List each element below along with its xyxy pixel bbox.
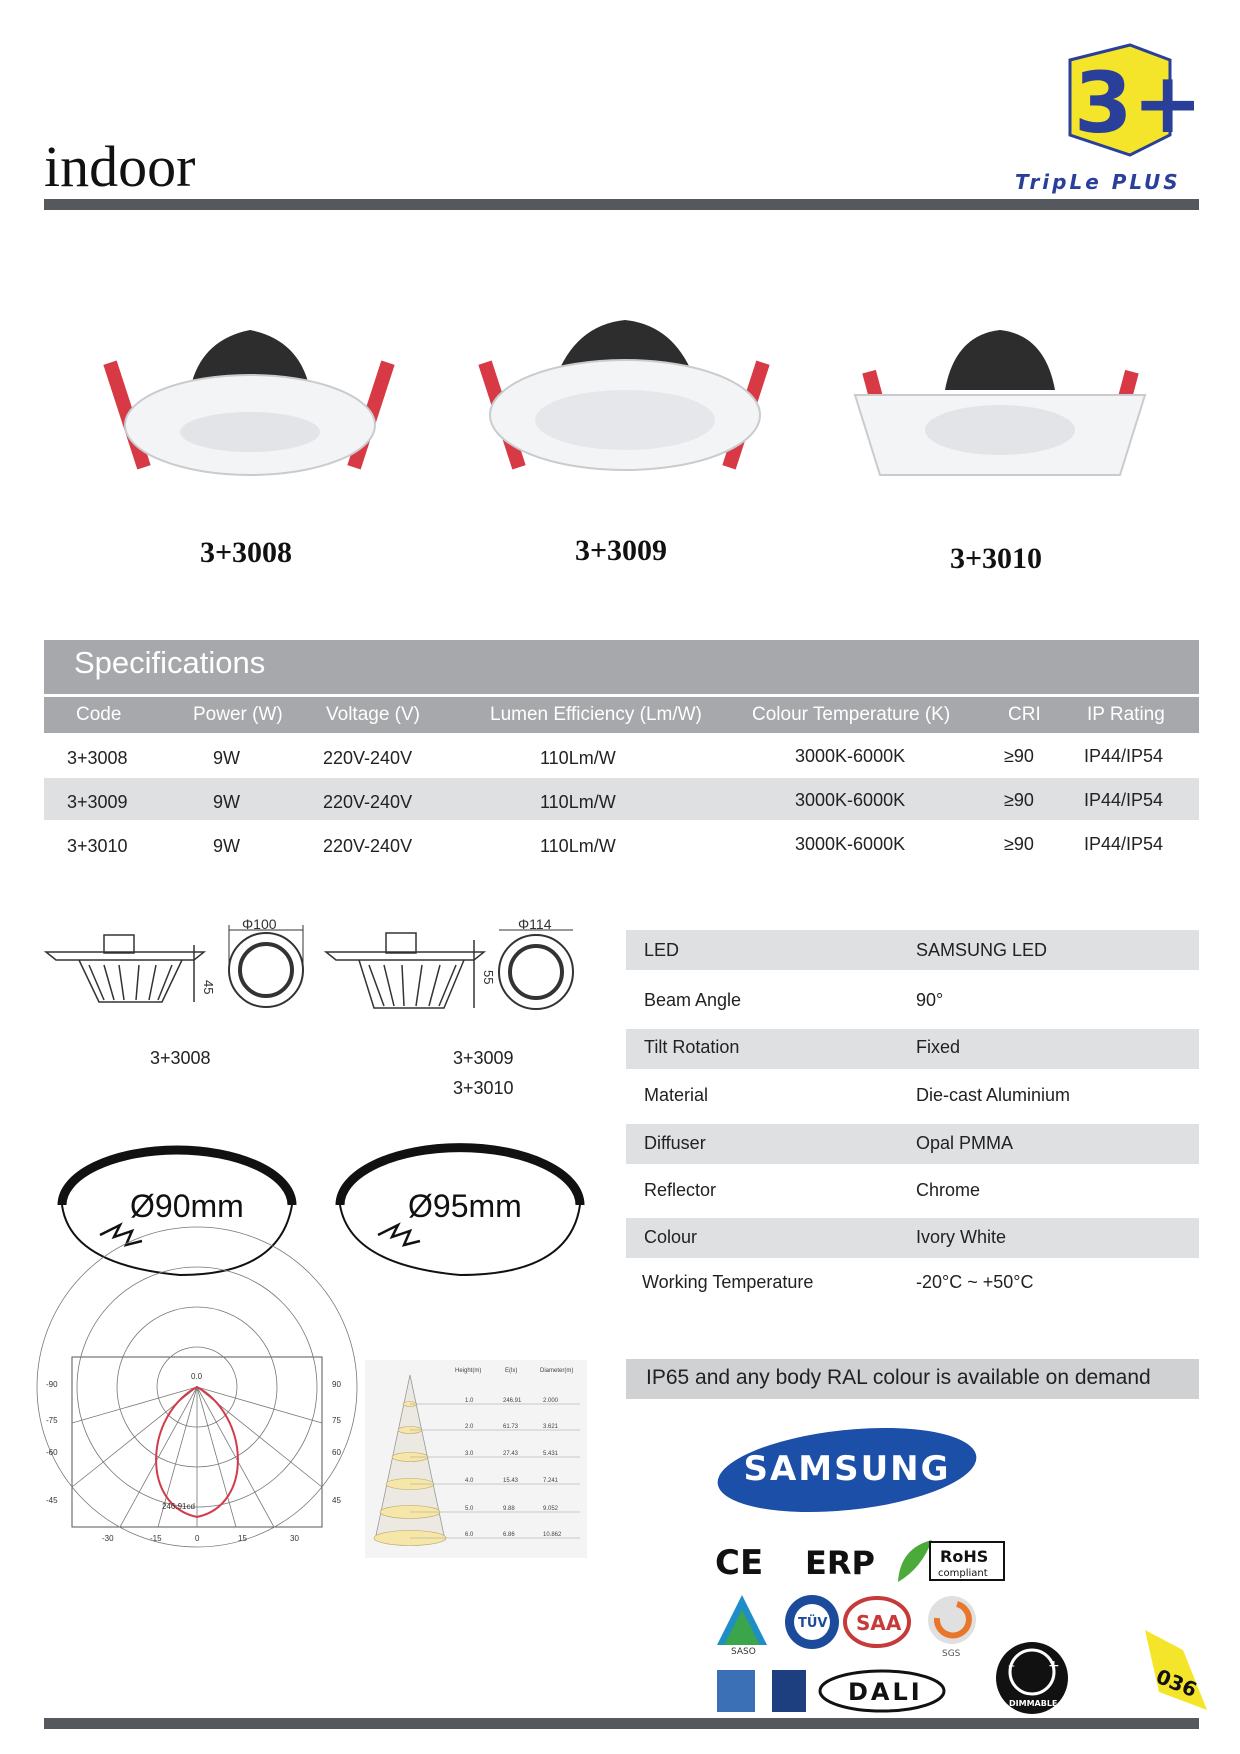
table-cell: 9W — [213, 836, 240, 856]
svg-text:DALI: DALI — [848, 1678, 923, 1706]
side-view-3009 — [326, 933, 484, 1008]
dimmable-icon — [996, 1642, 1068, 1714]
table-cell: 9W — [213, 748, 240, 768]
table-cell: 110Lm/W — [540, 792, 616, 812]
polar-angle: 75 — [332, 1416, 341, 1425]
svg-text:SGS: SGS — [942, 1649, 961, 1659]
ukas-mark-icon — [772, 1670, 806, 1712]
table-cell: 110Lm/W — [540, 748, 616, 768]
svg-text:4.0: 4.0 — [465, 1478, 474, 1484]
polar-angle: -45 — [46, 1496, 58, 1505]
table-cell: IP44/IP54 — [1084, 790, 1164, 810]
product-image-3010 — [850, 300, 1150, 490]
polar-angle: -90 — [46, 1380, 58, 1389]
column-header-lumen: Lumen Efficiency (Lm/W) — [490, 704, 702, 725]
attribute-value: 90° — [916, 990, 944, 1010]
certification-row-1 — [710, 1530, 1010, 1590]
svg-text:3.0: 3.0 — [465, 1451, 474, 1457]
certification-row-3 — [712, 1640, 1072, 1716]
height-label-3009: 55 — [481, 970, 496, 985]
logo-text: 3+ — [1074, 54, 1203, 152]
page-number: 036 — [1152, 1664, 1201, 1703]
polar-angle: 90 — [332, 1380, 341, 1389]
polar-angle: -75 — [46, 1416, 58, 1425]
polar-angle: 30 — [290, 1534, 299, 1543]
erp-mark-icon: ERP — [805, 1544, 875, 1582]
table-cell: 220V-240V — [323, 748, 413, 768]
polar-peak-label: 246.91cd — [162, 1502, 195, 1511]
diameter-label-3008: Φ100 — [242, 916, 277, 932]
attribute-row-bg — [626, 1124, 1199, 1164]
product-label-3010: 3+3010 — [949, 542, 1043, 575]
table-cell: 220V-240V — [323, 836, 413, 856]
attribute-key: Diffuser — [644, 1133, 706, 1153]
product-image-3008 — [100, 300, 400, 490]
svg-text:5.431: 5.431 — [543, 1451, 559, 1457]
header-rule — [44, 199, 1199, 210]
product-image-3009 — [475, 300, 775, 490]
samsung-logo — [712, 1420, 982, 1520]
svg-text:9.052: 9.052 — [543, 1506, 559, 1512]
cutout-label-90: Ø90mm — [130, 1188, 244, 1224]
product-label-3008: 3+3008 — [199, 536, 293, 569]
attribute-value: Chrome — [916, 1180, 981, 1200]
cone-illuminance-diagram — [365, 1360, 587, 1558]
attribute-value: Opal PMMA — [916, 1133, 1014, 1153]
cone-header: E(lx) — [505, 1368, 518, 1374]
svg-text:1.0: 1.0 — [465, 1398, 474, 1404]
top-view-3008 — [229, 925, 303, 1007]
svg-text:6.0: 6.0 — [465, 1532, 474, 1538]
svg-text:61.73: 61.73 — [503, 1424, 519, 1430]
polar-angle: 0 — [195, 1534, 200, 1543]
cone-header: Height(m) — [455, 1368, 482, 1374]
rohs-compliant-label: compliant — [938, 1568, 988, 1579]
attribute-value: Fixed — [916, 1037, 961, 1057]
brand-name: TripLe PLUS — [1015, 170, 1181, 194]
column-header-code: Code — [76, 704, 122, 725]
table-cell: 110Lm/W — [540, 836, 616, 856]
table-cell: 3+3010 — [67, 836, 128, 856]
attribute-value: Ivory White — [916, 1227, 1007, 1247]
table-cell: 3000K-6000K — [795, 834, 906, 854]
attribute-key: LED — [644, 940, 680, 960]
table-cell: ≥90 — [1004, 746, 1034, 766]
svg-text:+: + — [1048, 1658, 1060, 1674]
polar-top-label: 0.0 — [191, 1372, 203, 1381]
cone-header: Diameter(m) — [540, 1368, 574, 1374]
svg-text:6.86: 6.86 — [503, 1532, 515, 1538]
column-header-voltage: Voltage (V) — [326, 704, 420, 725]
attribute-value: SAMSUNG LED — [916, 940, 1048, 960]
attribute-row-bg — [626, 930, 1199, 970]
svg-text:SASO: SASO — [731, 1647, 756, 1657]
svg-text:TÜV: TÜV — [798, 1616, 828, 1631]
svg-text:DIMMABLE: DIMMABLE — [1009, 1699, 1058, 1708]
cert-marks-row1 — [710, 1530, 1010, 1590]
table-cell: ≥90 — [1004, 834, 1034, 854]
column-header-colour-temp: Colour Temperature (K) — [752, 704, 951, 725]
svg-text:246.91: 246.91 — [503, 1398, 522, 1404]
availability-note: IP65 and any body RAL colour is available on demand — [646, 1366, 1151, 1389]
table-cell: IP44/IP54 — [1084, 834, 1164, 854]
polar-distribution-diagram — [40, 1355, 355, 1565]
specifications-title: Specifications — [74, 645, 266, 680]
attribute-key: Reflector — [644, 1180, 717, 1200]
footer-rule — [44, 1718, 1199, 1729]
table-cell: 220V-240V — [323, 792, 413, 812]
table-cell: ≥90 — [1004, 790, 1034, 810]
attribute-value: -20°C ~ +50°C — [916, 1272, 1034, 1292]
page-number-tab — [1145, 1630, 1207, 1710]
svg-text:SAA: SAA — [856, 1611, 902, 1635]
svg-text:27.43: 27.43 — [503, 1451, 519, 1457]
table-cell: 3+3008 — [67, 748, 128, 768]
diameter-label-3009: Φ114 — [518, 916, 552, 932]
polar-angle: -15 — [150, 1534, 162, 1543]
svg-text:3.621: 3.621 — [543, 1424, 559, 1430]
polar-angle: -30 — [102, 1534, 114, 1543]
table-cell: 3+3009 — [67, 792, 128, 812]
side-view-3008 — [46, 935, 204, 1002]
qa-mark-icon — [717, 1670, 755, 1712]
drawing-label-3008: 3+3008 — [150, 1048, 211, 1068]
page-title: indoor — [44, 134, 196, 199]
cutout-label-95: Ø95mm — [408, 1188, 522, 1224]
table-cell: 3000K-6000K — [795, 746, 906, 766]
polar-angle: 45 — [332, 1496, 341, 1505]
drawing-label-3009: 3+3009 — [453, 1048, 514, 1068]
table-cell: IP44/IP54 — [1084, 746, 1164, 766]
height-label-3008: 45 — [201, 980, 216, 995]
leaf-icon — [898, 1540, 932, 1582]
polar-angle: -60 — [46, 1448, 58, 1457]
svg-text:–: – — [1008, 1658, 1015, 1674]
triple-plus-logo — [1060, 40, 1203, 160]
attribute-key: Working Temperature — [642, 1272, 814, 1292]
rohs-mark-icon: RoHS — [940, 1547, 989, 1566]
ce-mark-icon: CE — [715, 1543, 764, 1583]
top-view-3009 — [499, 930, 573, 1009]
table-cell: 3000K-6000K — [795, 790, 906, 810]
column-header-cri: CRI — [1008, 704, 1041, 725]
attribute-value: Die-cast Aluminium — [916, 1085, 1071, 1105]
polar-angle: 15 — [238, 1534, 247, 1543]
attribute-key: Tilt Rotation — [644, 1037, 740, 1057]
column-header-ip: IP Rating — [1087, 704, 1165, 725]
svg-text:2.000: 2.000 — [543, 1398, 559, 1404]
attribute-row-bg — [626, 1218, 1199, 1258]
attribute-key: Beam Angle — [644, 990, 742, 1010]
svg-text:2.0: 2.0 — [465, 1424, 474, 1430]
attribute-key: Colour — [644, 1227, 698, 1247]
drawing-label-3010: 3+3010 — [453, 1078, 514, 1098]
svg-text:5.0: 5.0 — [465, 1506, 474, 1512]
dali-mark-icon — [820, 1671, 944, 1711]
svg-text:15.43: 15.43 — [503, 1478, 519, 1484]
polar-angle: 60 — [332, 1448, 341, 1457]
product-label-3009: 3+3009 — [574, 534, 668, 567]
column-header-power: Power (W) — [193, 704, 283, 725]
svg-text:7.241: 7.241 — [543, 1478, 559, 1484]
svg-text:10.862: 10.862 — [543, 1532, 562, 1538]
saa-mark-icon — [845, 1598, 909, 1646]
samsung-logo-text: SAMSUNG — [743, 1449, 951, 1489]
svg-text:9.88: 9.88 — [503, 1506, 515, 1512]
table-cell: 9W — [213, 792, 240, 812]
dimension-drawings — [44, 916, 564, 1035]
attribute-key: Material — [644, 1085, 709, 1105]
